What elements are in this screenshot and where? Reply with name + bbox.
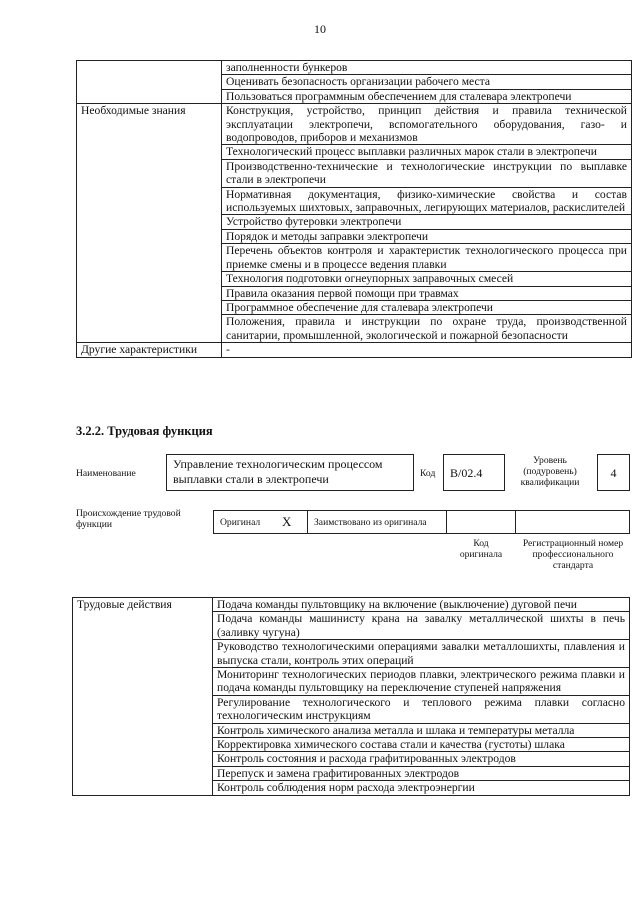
reg-number-cell (515, 510, 630, 534)
original-mark: X (282, 514, 292, 529)
table-cell: Положения, правила и инструкции по охране труда, производственной санитарии, промышленной, экологической и пожарной безопасности (222, 315, 632, 343)
function-code-box: B/02.4 (443, 454, 505, 491)
table-cell: Нормативная документация, физико-химические свойства и состав используемых шихтовых, заправочных, легирующих материалов, раскислителей (222, 187, 632, 215)
table-cell: Устройство футеровки электропечи (222, 215, 632, 229)
table-row (77, 104, 632, 145)
borrowed-cell (307, 510, 447, 534)
actions-table (72, 597, 630, 796)
table-cell: Технология подготовки огнеупорных заправочных смесей (222, 272, 632, 286)
table-cell: Контроль химического анализа металла и шлака и температуры металла (213, 723, 630, 737)
level-box: 4 (597, 454, 630, 491)
table-cell: Оценивать безопасность организации рабочего места (222, 75, 632, 89)
table-cell: Перечень объектов контроля и характеристик технологического процесса при приемке смены и в процессе ведения плавки (222, 244, 632, 272)
table-cell: Перепуск и замена графитированных электродов (213, 766, 630, 780)
caption-reg-number: Регистрационный номер профессионального стандарта (522, 538, 624, 571)
function-name-box: Управление технологическим процессом выплавки стали в электропечи (166, 454, 414, 491)
table-cell: Контроль соблюдения норм расхода электроэнергии (213, 781, 630, 795)
original-code-cell (446, 510, 516, 534)
row-label-knowledge: Необходимые знания (77, 104, 222, 343)
table-cell: Руководство технологическими операциями завалки металлошихты, плавления и выпуска стали, контроль этих операций (213, 640, 630, 668)
table-cell: Правила оказания первой помощи при травмах (222, 286, 632, 300)
table-cell: Программное обеспечение для сталевара электропечи (222, 300, 632, 314)
name-label: Наименование (76, 468, 136, 479)
table-row (73, 598, 630, 612)
row-label-other: Другие характеристики (77, 343, 222, 357)
table-row (77, 343, 632, 357)
table-cell: Порядок и методы заправки электропечи (222, 229, 632, 243)
original-label: Оригинал (220, 517, 261, 528)
row-label-actions: Трудовые действия (73, 598, 213, 796)
table-cell: Подача команды машинисту крана на завалку металлической шихты в печь (заливку чугуна) (213, 612, 630, 640)
table-cell: Мониторинг технологических периодов плавки, электрического режима плавки и подача команды пультовщику на переключение ступеней напряжения (213, 668, 630, 696)
table-cell: заполненности бункеров (222, 61, 632, 75)
table-cell: Пользоваться программным обеспечением для сталевара электропечи (222, 89, 632, 103)
original-cell (213, 510, 308, 534)
table-cell: Подача команды пультовщику на включение (выключение) дуговой печи (213, 598, 630, 612)
table-cell: Конструкция, устройство, принцип действия и правила технической эксплуатации электропечи, вспомогательного оборудования, газо- и водопроводов, приборов и механизмов (222, 104, 632, 145)
borrowed-label: Заимствовано из оригинала (314, 517, 427, 528)
row-label-empty (77, 61, 222, 104)
table-cell: Корректировка химического состава стали и качества (густоты) шлака (213, 738, 630, 752)
level-label: Уровень (подуровень) квалификации (520, 455, 580, 488)
section-title: 3.2.2. Трудовая функция (76, 424, 213, 438)
table-cell: Контроль состояния и расхода графитированных электродов (213, 752, 630, 766)
code-label: Код (420, 468, 436, 479)
origin-label: Происхождение трудовой функции (76, 508, 181, 530)
table-cell: Технологический процесс выплавки различных марок стали в электропечи (222, 145, 632, 159)
table-cell: Регулирование технологического и теплового режима плавки согласно технологическим инструкциям (213, 695, 630, 723)
table-cell: - (222, 343, 632, 357)
knowledge-table (76, 60, 632, 358)
table-cell: Производственно-технические и технологические инструкции по выплавке стали в электропечи (222, 159, 632, 187)
table-row (77, 61, 632, 75)
page-number: 10 (314, 22, 326, 36)
caption-original-code: Код оригинала (459, 538, 503, 560)
